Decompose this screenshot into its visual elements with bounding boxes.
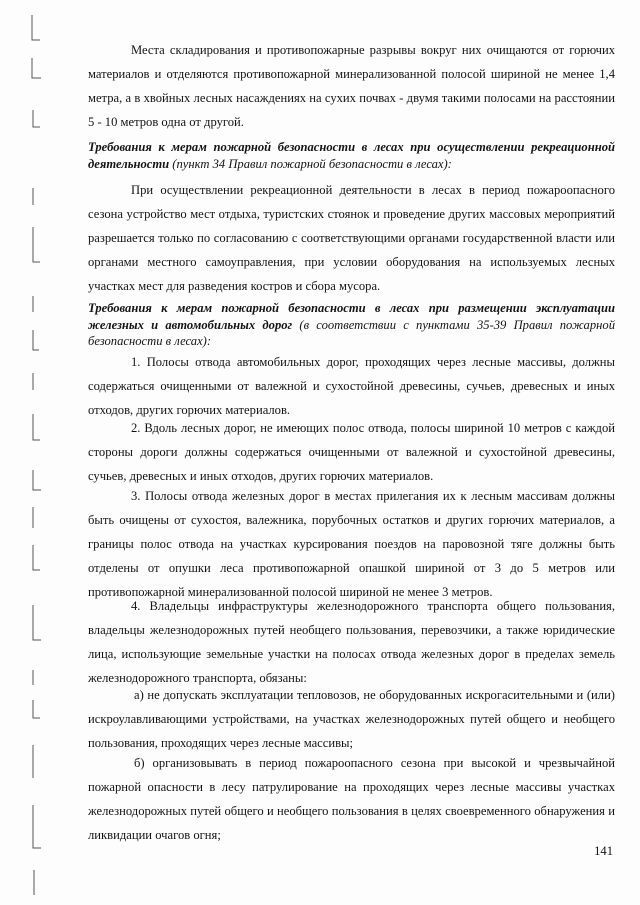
paragraph-recreational-activity: При осуществлении рекреационной деятельности в лесах в период пожароопасного сезона устройство мест отдыха, туристских стоянок и проведение других массовых мероприятий разрешается только по согласованию с соответствующими органами государственной власти или органами местного самоуправления, при условии оборудования на используемых лесных участках мест для разведения костров и сбора мусора. <box>88 183 615 293</box>
heading-roads-title: Требования к мерам пожарной безопасности в лесах при размещении эксплуатации железных и автомобильных дорог <box>88 301 615 332</box>
list-item-1: 1. Полосы отвода автомобильных дорог, проходящих через лесные массивы, должны содержаться очищенными от валежной и сухостойной древесины, сучьев, древесных и иных отходов, других горючих материалов. <box>88 355 615 417</box>
list-subitem-a: а) не допускать эксплуатации тепловозов, не оборудованных искрогасительными и (или) искроулавливающими устройствами, на участках железнодорожных путей общего и необщего пользования, проходящих через лесные массивы; <box>88 688 615 750</box>
heading-recreational-reference: (пункт 34 Правил пожарной безопасности в лесах): <box>169 156 452 171</box>
binding-margin-marks <box>0 0 60 905</box>
paragraph-storage-sites: Места складирования и противопожарные разрывы вокруг них очищаются от горючих материалов и отделяются противопожарной минерализованной полосой шириной не менее 1,4 метра, а в хвойных лесных насаждениях на сухих почвах - двумя такими полосами на расстоянии 5 - 10 метров одна от другой. <box>88 43 615 129</box>
list-item-4: 4. Владельцы инфраструктуры железнодорожного транспорта общего пользования, владельцы железнодорожных путей необщего пользования, перевозчики, а также юридические лица, использующие земельные участки на полосах отвода железных дорог в пределах земель железнодорожного транспорта, обязаны: <box>88 599 615 685</box>
heading-recreational-title: Требования к мерам пожарной безопасности в лесах при осуществлении рекреационной деятельности <box>88 140 615 171</box>
page-number: 141 <box>594 844 613 858</box>
heading-roads-reference: (в соответствии с пунктами 35-39 Правил пожарной безопасности в лесах): <box>88 317 615 348</box>
list-item-2: 2. Вдоль лесных дорог, не имеющих полос отвода, полосы шириной 10 метров с каждой стороны дороги должны содержаться очищенными от валежной и сухостойной древесины, сучьев, древесных и иных отходов, других горючих материалов. <box>88 421 615 483</box>
list-item-3: 3. Полосы отвода железных дорог в местах прилегания их к лесным массивам должны быть очищены от сухостоя, валежника, порубочных остатков и других горючих материалов, а границы полос отвода на участках курсирования поездов на паровозной тяге должны быть отделены от опушки леса противопожарной опашкой шириной от 3 до 5 метров или противопожарной минерализованной полосой шириной не менее 3 метров. <box>88 489 615 599</box>
heading-roads-railways <box>88 300 615 350</box>
heading-recreational-activity <box>88 139 615 172</box>
list-subitem-b: б) организовывать в период пожароопасного сезона при высокой и чрезвычайной пожарной опасности в лесу патрулирование на проходящих через лесные массивы участках железнодорожных путей общего и необщего пользования в целях своевременного обнаружения и ликвидации очагов огня; <box>88 756 615 842</box>
